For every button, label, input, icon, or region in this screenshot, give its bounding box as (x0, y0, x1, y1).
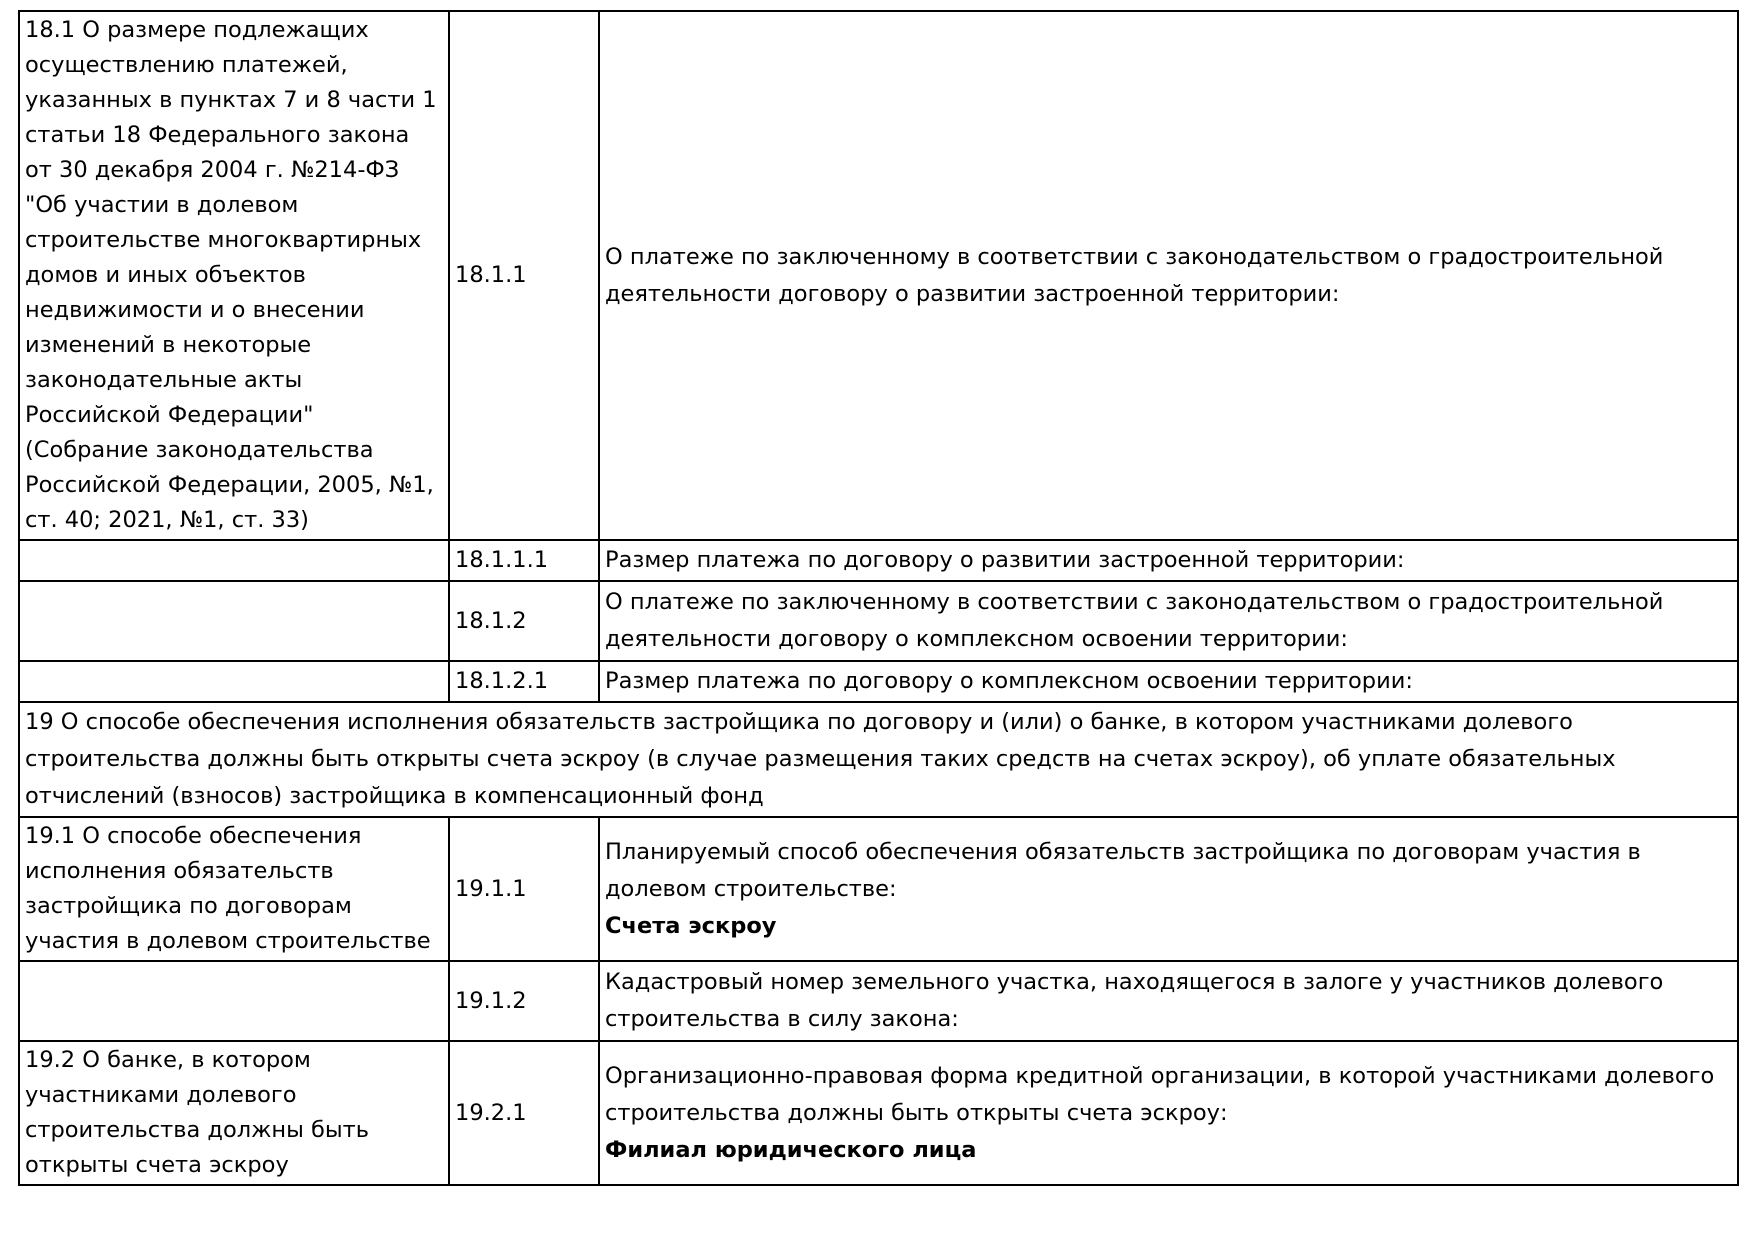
row-number-19-2-1: 19.2.1 (449, 1041, 599, 1185)
table-row-18-1-2 (19, 581, 1738, 661)
row-desc-text: Организационно-правовая форма кредитной организации, в которой участниками долевого строительства должны быть открыты счета эскроу: (605, 1062, 1715, 1126)
table-row-section-19 (19, 702, 1738, 817)
row-label-19-1: 19.1 О способе обеспечения исполнения обязательств застройщика по договорам участия в долевом строительстве (19, 817, 449, 961)
row-number-18-1-1: 18.1.1 (449, 11, 599, 540)
row-desc-text: Планируемый способ обеспечения обязательств застройщика по договорам участия в долевом строительстве: (605, 838, 1641, 902)
row-label-empty (19, 661, 449, 702)
section-19-header: 19 О способе обеспечения исполнения обязательств застройщика по договору и (или) о банке, в котором участниками долевого строительства должны быть открыты счета эскроу (в случае размещения таких средств на счетах эскроу), об уплате обязательных отчислений (взносов) застройщика в компенсационный фонд (19, 702, 1738, 817)
row-number-19-1-1: 19.1.1 (449, 817, 599, 961)
row-number-18-1-1-1: 18.1.1.1 (449, 540, 599, 581)
table-row-19-2 (19, 1041, 1738, 1185)
row-label-19-2: 19.2 О банке, в котором участниками долевого строительства должны быть открыты счета эскроу (19, 1041, 449, 1185)
row-desc-19-1-2: Кадастровый номер земельного участка, находящегося в залоге у участников долевого строительства в силу закона: (599, 961, 1738, 1041)
row-label-empty (19, 540, 449, 581)
row-number-18-1-2-1: 18.1.2.1 (449, 661, 599, 702)
row-desc-value: Счета эскроу (605, 912, 777, 939)
row-desc-19-1-1 (599, 817, 1738, 961)
row-desc-18-1-2: О платеже по заключенному в соответствии с законодательством о градостроительной деятельности договору о комплексном освоении территории: (599, 581, 1738, 661)
project-declaration-table (18, 10, 1739, 1186)
row-desc-18-1-1: О платеже по заключенному в соответствии с законодательством о градостроительной деятельности договору о развитии застроенной территории: (599, 11, 1738, 540)
row-desc-18-1-2-1: Размер платежа по договору о комплексном освоении территории: (599, 661, 1738, 702)
table-row-18-1-2-1 (19, 661, 1738, 702)
row-desc-value: Филиал юридического лица (605, 1136, 977, 1163)
row-number-19-1-2: 19.1.2 (449, 961, 599, 1041)
table-row-19-1 (19, 817, 1738, 961)
row-desc-18-1-1-1: Размер платежа по договору о развитии застроенной территории: (599, 540, 1738, 581)
table-row-19-1-2 (19, 961, 1738, 1041)
row-label-empty (19, 961, 449, 1041)
row-desc-19-2-1 (599, 1041, 1738, 1185)
table-row-18-1 (19, 11, 1738, 540)
row-label-18-1: 18.1 О размере подлежащих осуществлению платежей, указанных в пунктах 7 и 8 части 1 статьи 18 Федерального закона от 30 декабря 2004 г. №214-ФЗ "Об участии в долевом строительстве многоквартирных домов и иных объектов недвижимости и о внесении изменений в некоторые законодательные акты Российской Федерации" (Собрание законодательства Российской Федерации, 2005, №1, ст. 40; 2021, №1, ст. 33) (19, 11, 449, 540)
table-row-18-1-1-1 (19, 540, 1738, 581)
row-label-empty (19, 581, 449, 661)
row-number-18-1-2: 18.1.2 (449, 581, 599, 661)
